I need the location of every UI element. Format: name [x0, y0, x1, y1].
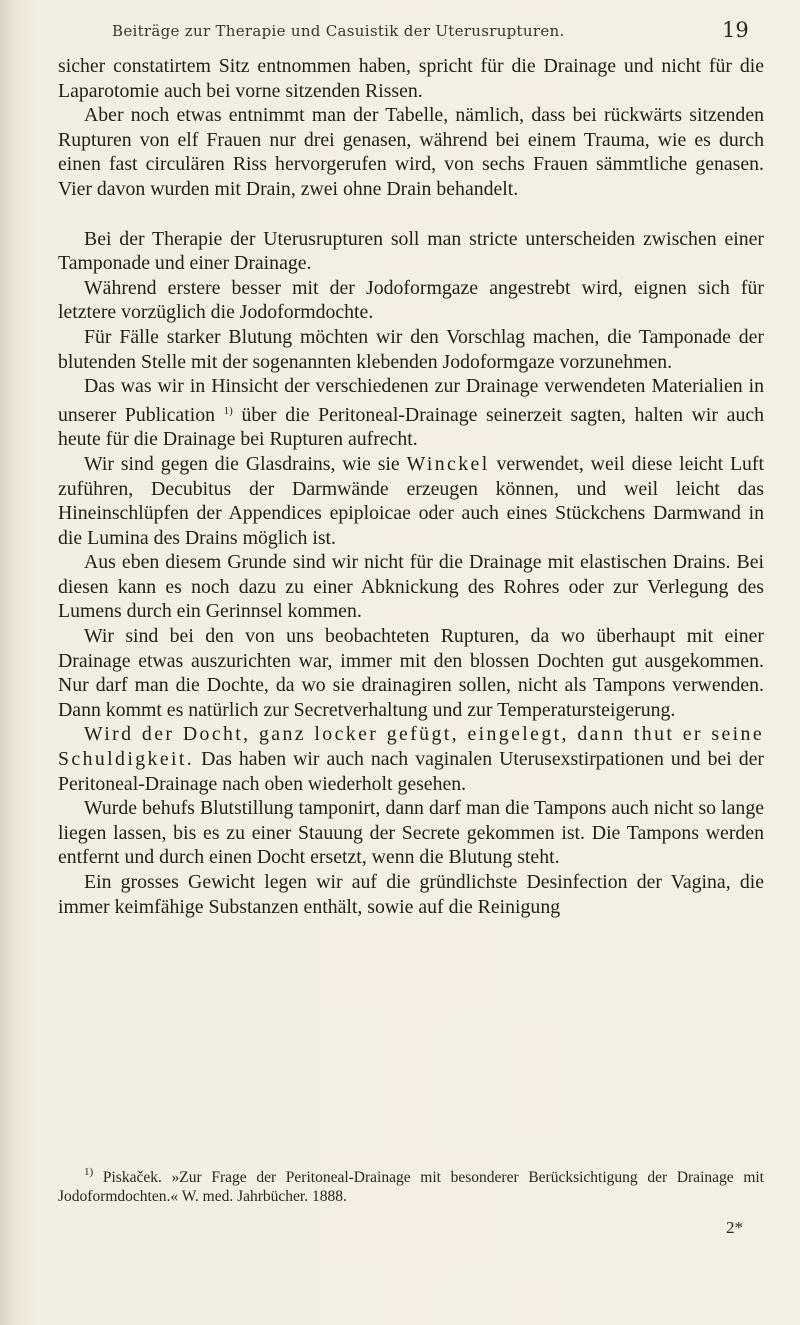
- paragraph: Während erstere besser mit der Jodoformgaze angestrebt wird, eignen sich für letztere vorzüglich die Jodoformdochte.: [58, 276, 764, 324]
- section-gap: [58, 202, 764, 227]
- paragraph: Bei der Therapie der Uterusrupturen soll man stricte unterscheiden zwischen einer Tamponade und einer Drainage.: [58, 227, 764, 275]
- page-number: 19: [722, 18, 749, 42]
- paragraph: Aber noch etwas entnimmt man der Tabelle, nämlich, dass bei rückwärts sitzenden Rupturen von elf Frauen nur drei genasen, während bei einem Trauma, wie es durch einen fast circulären Riss hervorgerufen wird, von sechs Frauen sämmtliche genasen. Vier davon wurden mit Drain, zwei ohne Drain behandelt.: [58, 104, 764, 200]
- paragraph: [58, 722, 764, 796]
- paragraph: [58, 374, 764, 452]
- paragraph: sicher constatirtem Sitz entnommen haben, spricht für die Drainage und nicht für die Laparotomie auch bei vorne sitzenden Rissen.: [58, 55, 764, 102]
- paragraph: Wurde behufs Blutstillung tamponirt, dann darf man die Tampons auch nicht so lange liegen lassen, bis es zu einer Stauung der Secrete gekommen ist. Die Tampons werden entfernt und durch einen Docht ersetzt, wenn die Blutung steht.: [58, 797, 764, 869]
- paragraph: Ein grosses Gewicht legen wir auf die gründlichste Desinfection der Vagina, die immer keimfähige Substanzen enthält, sowie auf die Reinigung: [58, 871, 764, 918]
- paragraph: Wir sind bei den von uns beobachteten Rupturen, da wo überhaupt mit einer Drainage etwas auszurichten war, immer mit den blossen Dochten gut ausgekommen. Nur darf man die Dochte, da wo sie drainagiren sollen, nicht als Tampons verwenden. Dann kommt es natürlich zur Secretverhaltung und zur Temperatursteigerung.: [58, 625, 764, 721]
- body-text: [58, 54, 764, 919]
- paragraph-text: Das haben wir auch nach vaginalen Uterusexstirpationen und bei der Peritoneal-Drainage nach oben wiederholt gesehen.: [58, 748, 764, 795]
- paragraph: [58, 452, 764, 550]
- footnote-reference: 1): [223, 404, 233, 417]
- paragraph-text: über die Peritoneal-Drainage seinerzeit sagten, halten wir auch heute für die Drainage bei Rupturen aufrecht.: [58, 403, 764, 451]
- footnote-text: Piskaček. »Zur Frage der Peritoneal-Drainage mit besonderer Berücksichtigung der Drainage mit Jodoformdochten.« W. med. Jahrbücher. 1888.: [58, 1169, 764, 1205]
- paragraph-text: Wir sind gegen die Glasdrains, wie sie: [84, 452, 400, 475]
- page-header: [0, 18, 800, 48]
- emphasized-text: Wird der Docht, ganz locker gefügt, eingelegt, dann thut er seine Schuldigkeit.: [58, 723, 764, 771]
- signature-mark: 2*: [726, 1218, 743, 1237]
- paragraph: Aus eben diesem Grunde sind wir nicht für die Drainage mit elastischen Drains. Bei diesen kann es noch dazu zu einer Abknickung des Rohres oder zur Verlegung des Lumens durch ein Gerinnsel kommen.: [58, 551, 764, 623]
- footnote: [58, 1163, 764, 1206]
- footnote-marker: 1): [84, 1166, 94, 1178]
- running-title: Beiträge zur Therapie und Casuistik der Uterusrupturen.: [112, 22, 565, 40]
- paragraph: Für Fälle starker Blutung möchten wir den Vorschlag machen, die Tamponade der blutenden Stelle mit der sogenannten klebenden Jodoformgaze vorzunehmen.: [58, 325, 764, 373]
- paragraph-text: Das was wir in Hinsicht der verschiedenen zur Drainage verwendeten Materialien in unserer Publication: [58, 375, 764, 426]
- author-name: Winckel: [406, 452, 490, 475]
- paragraph-text: verwendet, weil diese leicht Luft zuführen, Decubitus der Darmwände erzeugen können, und weil leicht das Hineinschlüpfen der Appendices epiploicae oder auch eines Stückchens Darmwand in die Lumina des Drains möglich ist.: [58, 452, 765, 549]
